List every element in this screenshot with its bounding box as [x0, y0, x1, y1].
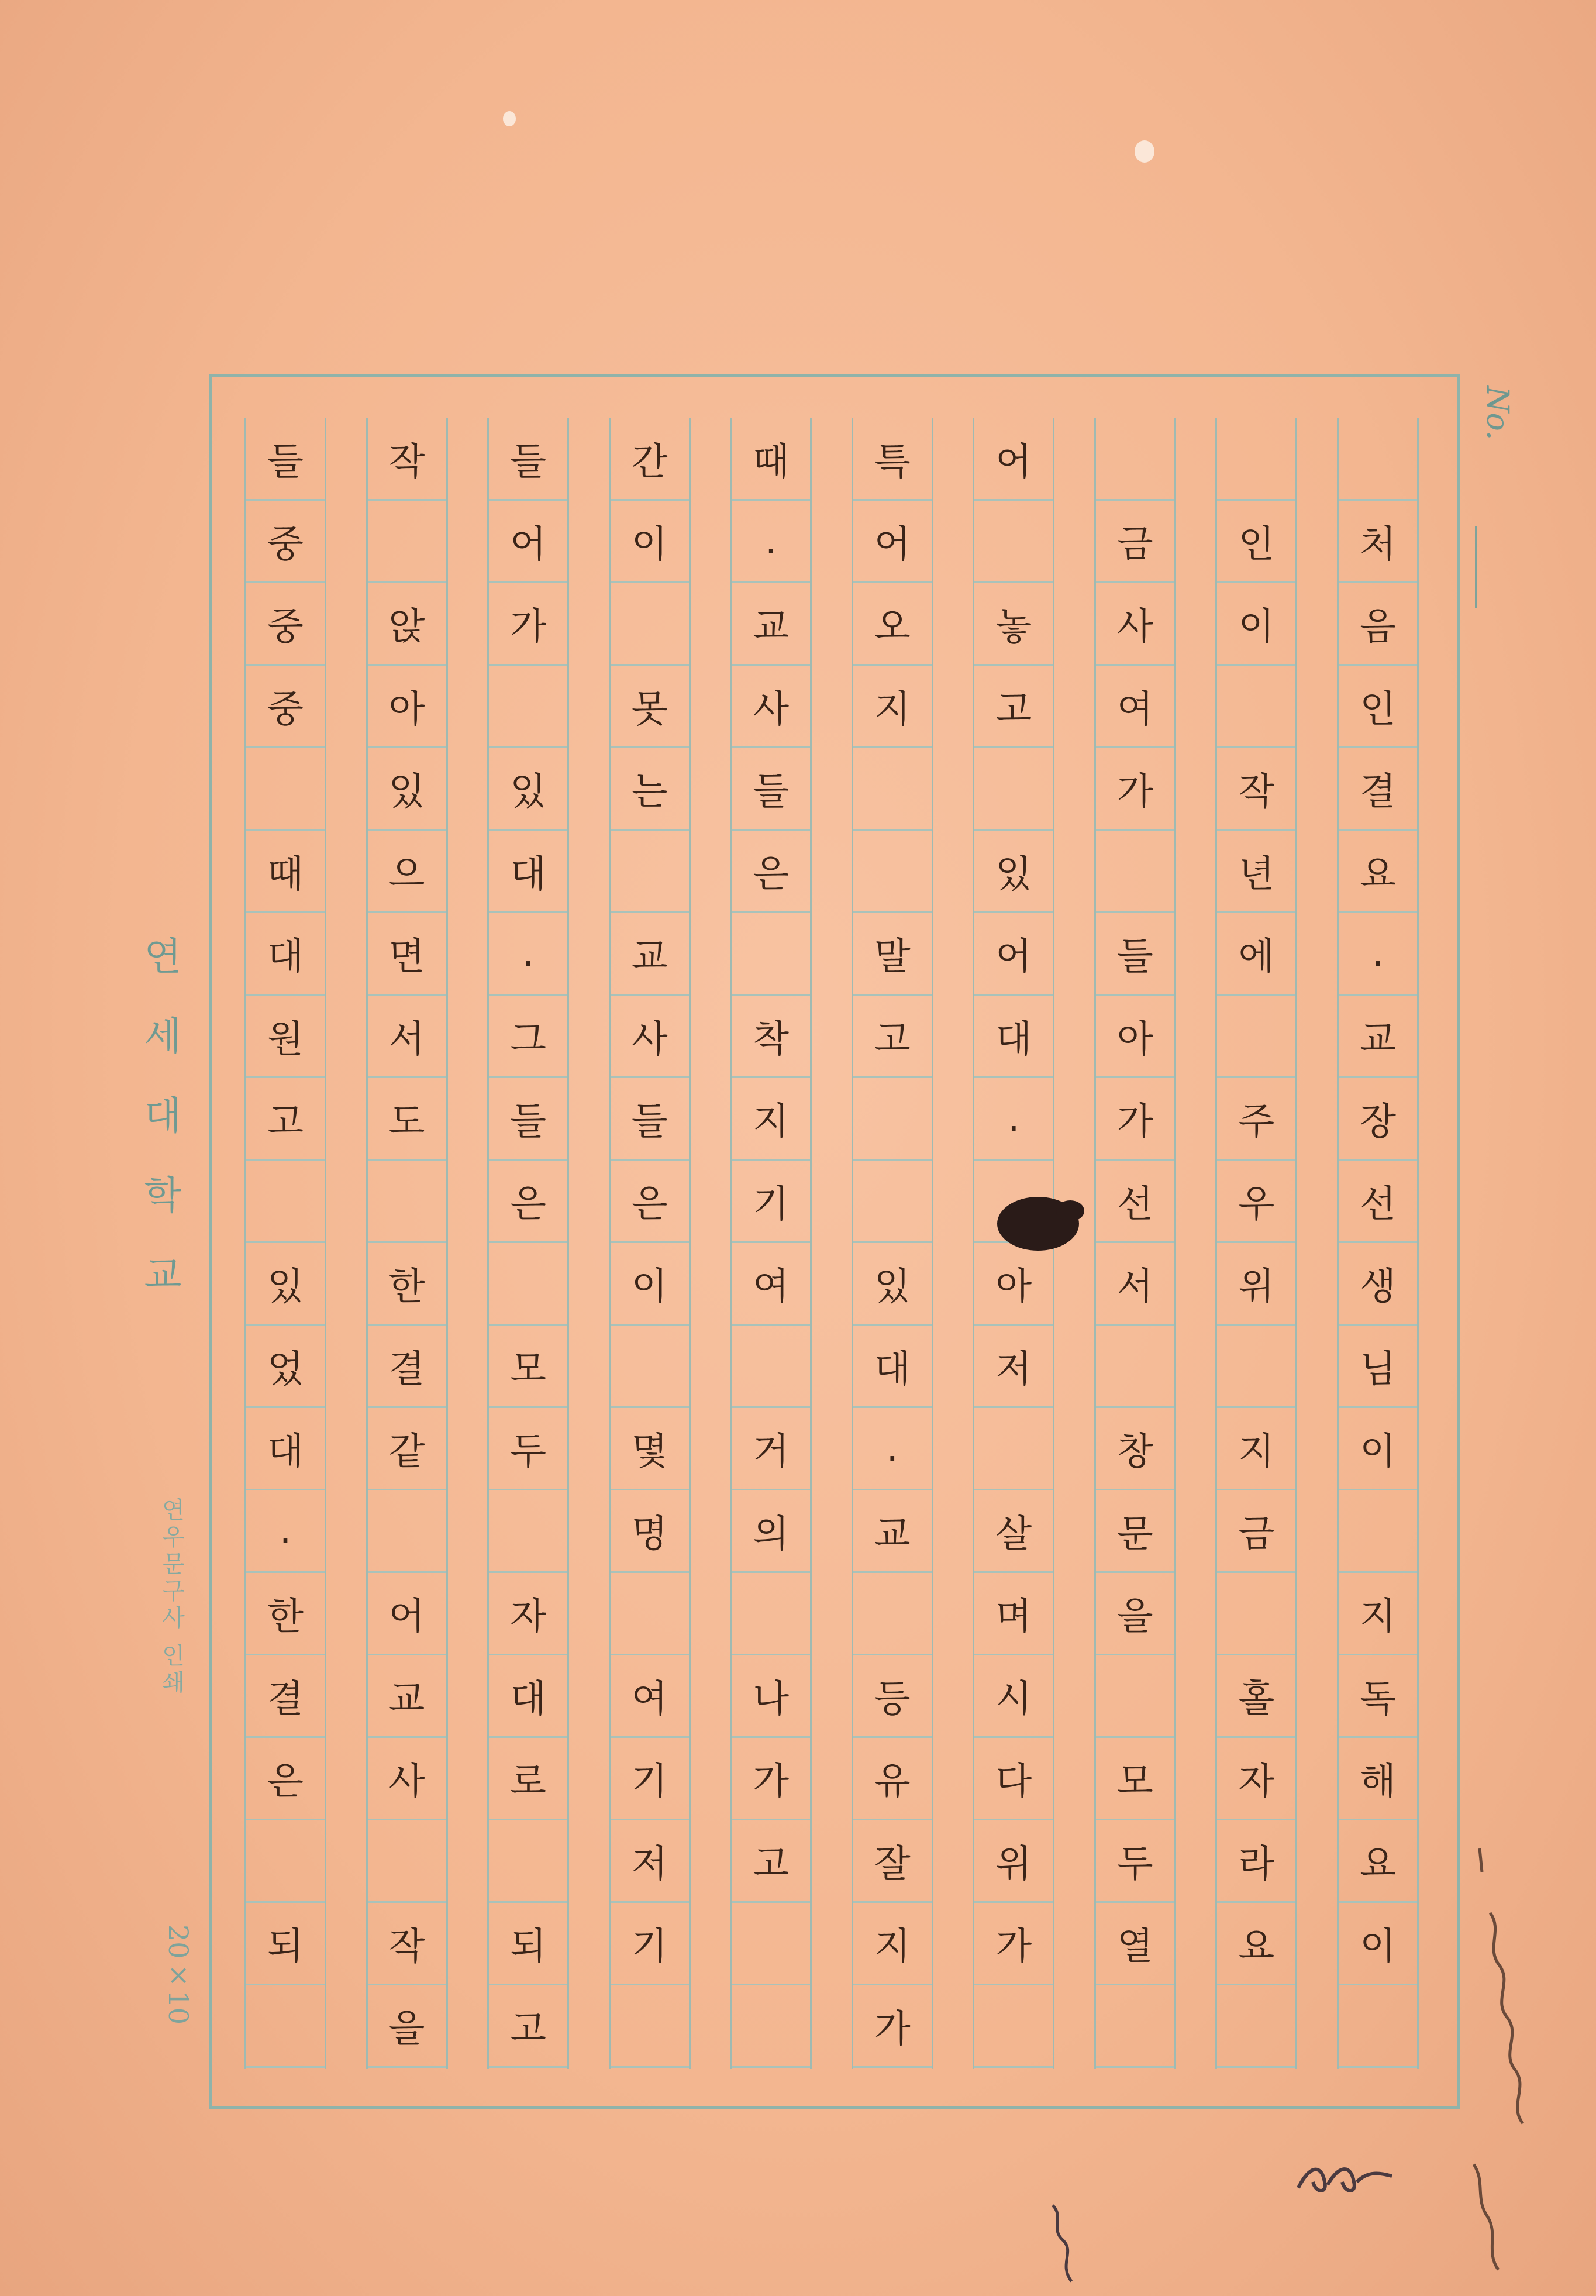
manuscript-cell: 자 [489, 1573, 567, 1655]
manuscript-cell: 사 [611, 996, 689, 1078]
manuscript-cell: 때 [246, 831, 325, 913]
manuscript-cell: 창 [1096, 1408, 1174, 1490]
manuscript-cell: . [732, 501, 810, 583]
manuscript-cell: 이 [611, 1243, 689, 1326]
manuscript-cell: 들 [246, 418, 325, 501]
manuscript-cell: 는 [611, 748, 689, 831]
manuscript-cell: 되 [246, 1903, 325, 1985]
manuscript-cell: 기 [611, 1738, 689, 1820]
manuscript-cell: 위 [1217, 1243, 1295, 1326]
manuscript-cell: 홀 [1217, 1655, 1295, 1738]
manuscript-cell: 지 [1339, 1573, 1417, 1655]
manuscript-cell: 이 [1339, 1408, 1417, 1490]
manuscript-cell: 요 [1339, 1820, 1417, 1903]
manuscript-cell: 유 [853, 1738, 932, 1820]
manuscript-cell [853, 831, 932, 913]
manuscript-cell: 다 [974, 1738, 1053, 1820]
manuscript-cell: 그 [489, 996, 567, 1078]
manuscript-cell: 두 [489, 1408, 567, 1490]
manuscript-cell: 대 [246, 913, 325, 996]
manuscript-cell: 어 [974, 913, 1053, 996]
manuscript-cell: 어 [853, 501, 932, 583]
manuscript-cell: 면 [368, 913, 446, 996]
manuscript-cell [368, 501, 446, 583]
manuscript-cell: 요 [1339, 831, 1417, 913]
manuscript-column [852, 418, 933, 2069]
manuscript-cell: 의 [732, 1490, 810, 1573]
manuscript-cell: 교 [1339, 996, 1417, 1078]
manuscript-cell: 있 [974, 831, 1053, 913]
printer-name: 연우문구사 인쇄 [158, 1498, 185, 1697]
manuscript-cell [1339, 1490, 1417, 1573]
manuscript-cell: 같 [368, 1408, 446, 1490]
manuscript-cell: 해 [1339, 1738, 1417, 1820]
manuscript-cell: 간 [611, 418, 689, 501]
manuscript-cell [246, 1161, 325, 1243]
grid-size-label: 20×10 [163, 1925, 194, 2025]
manuscript-cell: 앉 [368, 583, 446, 666]
manuscript-cell: 중 [246, 583, 325, 666]
manuscript-cell: 대 [974, 996, 1053, 1078]
manuscript-cell: 며 [974, 1573, 1053, 1655]
manuscript-cell: 이 [1217, 583, 1295, 666]
manuscript-cell: 기 [732, 1161, 810, 1243]
manuscript-cell: 선 [1096, 1161, 1174, 1243]
manuscript-cell [732, 1903, 810, 1985]
number-line [1475, 526, 1477, 608]
manuscript-cell: 금 [1217, 1490, 1295, 1573]
manuscript-cell [489, 1490, 567, 1573]
manuscript-cell: 있 [853, 1243, 932, 1326]
manuscript-cell: 아 [368, 666, 446, 748]
manuscript-column [244, 418, 326, 2069]
manuscript-cell: 저 [611, 1820, 689, 1903]
manuscript-cell: 있 [489, 748, 567, 831]
manuscript-cell: 두 [1096, 1820, 1174, 1903]
manuscript-column [366, 418, 448, 2069]
publisher-name: 연세대학교 [137, 936, 182, 1334]
manuscript-cell: 었 [246, 1326, 325, 1408]
manuscript-cell: 가 [974, 1903, 1053, 1985]
manuscript-cell [853, 748, 932, 831]
manuscript-cell: 나 [732, 1655, 810, 1738]
manuscript-cell: 은 [489, 1161, 567, 1243]
manuscript-cell: 시 [974, 1655, 1053, 1738]
manuscript-cell: 가 [853, 1985, 932, 2068]
manuscript-cell: 교 [611, 913, 689, 996]
punch-hole-left [503, 111, 516, 126]
manuscript-cell: 도 [368, 1078, 446, 1161]
manuscript-cell [853, 1161, 932, 1243]
manuscript-cell: 있 [246, 1243, 325, 1326]
manuscript-grid [244, 418, 1419, 2069]
manuscript-cell: 요 [1217, 1903, 1295, 1985]
number-label: No. [1480, 386, 1515, 440]
manuscript-cell: 금 [1096, 501, 1174, 583]
manuscript-cell: . [974, 1078, 1053, 1161]
manuscript-cell: 작 [368, 418, 446, 501]
manuscript-cell: 있 [368, 748, 446, 831]
manuscript-cell: 고 [732, 1820, 810, 1903]
manuscript-column [730, 418, 812, 2069]
manuscript-cell: 말 [853, 913, 932, 996]
manuscript-cell: 결 [1339, 748, 1417, 831]
manuscript-cell: 여 [732, 1243, 810, 1326]
manuscript-cell [1217, 996, 1295, 1078]
manuscript-cell [974, 748, 1053, 831]
manuscript-cell: 교 [853, 1490, 932, 1573]
manuscript-cell: . [489, 913, 567, 996]
manuscript-cell: 놓 [974, 583, 1053, 666]
manuscript-cell: 우 [1217, 1161, 1295, 1243]
pencil-scribble [1462, 1837, 1556, 2281]
manuscript-cell: 로 [489, 1738, 567, 1820]
manuscript-cell: 주 [1217, 1078, 1295, 1161]
manuscript-cell [1339, 1985, 1417, 2068]
manuscript-cell: 어 [368, 1573, 446, 1655]
manuscript-cell [1096, 1326, 1174, 1408]
manuscript-cell: 작 [1217, 748, 1295, 831]
manuscript-cell: 아 [974, 1243, 1053, 1326]
manuscript-cell [1217, 1573, 1295, 1655]
manuscript-cell: 들 [489, 418, 567, 501]
manuscript-cell: 은 [246, 1738, 325, 1820]
manuscript-cell: 특 [853, 418, 932, 501]
manuscript-cell: 사 [368, 1738, 446, 1820]
manuscript-cell [1217, 666, 1295, 748]
manuscript-cell [611, 1985, 689, 2068]
manuscript-cell: 에 [1217, 913, 1295, 996]
manuscript-cell: 지 [853, 666, 932, 748]
manuscript-cell [853, 1573, 932, 1655]
manuscript-cell: 가 [732, 1738, 810, 1820]
manuscript-cell: 거 [732, 1408, 810, 1490]
manuscript-cell: 대 [489, 831, 567, 913]
punch-hole-right [1135, 140, 1154, 163]
manuscript-cell: 위 [974, 1820, 1053, 1903]
manuscript-cell: 어 [489, 501, 567, 583]
manuscript-cell: 들 [489, 1078, 567, 1161]
manuscript-cell [368, 1161, 446, 1243]
manuscript-cell: 님 [1339, 1326, 1417, 1408]
manuscript-cell: 인 [1339, 666, 1417, 748]
initials-signature [1292, 2153, 1404, 2199]
manuscript-cell [611, 583, 689, 666]
manuscript-cell: 이 [611, 501, 689, 583]
manuscript-cell [1217, 1326, 1295, 1408]
manuscript-cell: 결 [368, 1326, 446, 1408]
manuscript-cell: 들 [611, 1078, 689, 1161]
manuscript-cell: 저 [974, 1326, 1053, 1408]
manuscript-cell [974, 501, 1053, 583]
ink-stain [988, 1187, 1088, 1258]
manuscript-cell: 기 [611, 1903, 689, 1985]
manuscript-cell: 못 [611, 666, 689, 748]
manuscript-cell: 인 [1217, 501, 1295, 583]
manuscript-cell [732, 1985, 810, 2068]
manuscript-cell: 열 [1096, 1903, 1174, 1985]
manuscript-cell: 문 [1096, 1490, 1174, 1573]
manuscript-cell: 사 [732, 666, 810, 748]
manuscript-cell: 대 [246, 1408, 325, 1490]
manuscript-cell: 명 [611, 1490, 689, 1573]
manuscript-cell: 작 [368, 1903, 446, 1985]
manuscript-cell: 장 [1339, 1078, 1417, 1161]
manuscript-cell: 결 [246, 1655, 325, 1738]
manuscript-cell: 지 [732, 1078, 810, 1161]
manuscript-cell [974, 1408, 1053, 1490]
manuscript-cell: 고 [489, 1985, 567, 2068]
manuscript-cell: 처 [1339, 501, 1417, 583]
manuscript-cell: 교 [732, 583, 810, 666]
manuscript-cell: 라 [1217, 1820, 1295, 1903]
manuscript-cell: 어 [974, 418, 1053, 501]
manuscript-cell [974, 1985, 1053, 2068]
manuscript-cell: 년 [1217, 831, 1295, 913]
manuscript-column [1337, 418, 1419, 2069]
manuscript-cell [1217, 418, 1295, 501]
manuscript-cell [732, 1573, 810, 1655]
manuscript-cell: 대 [853, 1326, 932, 1408]
manuscript-cell: 때 [732, 418, 810, 501]
manuscript-cell: 은 [732, 831, 810, 913]
manuscript-cell: 고 [974, 666, 1053, 748]
manuscript-cell: 은 [611, 1161, 689, 1243]
manuscript-cell [368, 1820, 446, 1903]
manuscript-cell: 가 [489, 583, 567, 666]
manuscript-cell: 으 [368, 831, 446, 913]
manuscript-column [1094, 418, 1176, 2069]
manuscript-column [487, 418, 569, 2069]
manuscript-column [1215, 418, 1297, 2069]
manuscript-cell [1096, 831, 1174, 913]
manuscript-cell: 자 [1217, 1738, 1295, 1820]
manuscript-cell [611, 831, 689, 913]
manuscript-cell: 독 [1339, 1655, 1417, 1738]
manuscript-cell: 모 [489, 1326, 567, 1408]
manuscript-cell [489, 666, 567, 748]
manuscript-cell: 여 [1096, 666, 1174, 748]
manuscript-cell [853, 1078, 932, 1161]
manuscript-cell [732, 1326, 810, 1408]
manuscript-cell [246, 748, 325, 831]
manuscript-cell: 오 [853, 583, 932, 666]
manuscript-cell: 중 [246, 501, 325, 583]
manuscript-cell [368, 1490, 446, 1573]
manuscript-cell [489, 1243, 567, 1326]
manuscript-cell: 가 [1096, 748, 1174, 831]
manuscript-cell: 아 [1096, 996, 1174, 1078]
manuscript-cell: 중 [246, 666, 325, 748]
manuscript-cell: 을 [1096, 1573, 1174, 1655]
manuscript-cell: 되 [489, 1903, 567, 1985]
manuscript-cell: 이 [1339, 1903, 1417, 1985]
manuscript-cell [732, 913, 810, 996]
manuscript-cell: 지 [853, 1903, 932, 1985]
manuscript-cell [489, 1820, 567, 1903]
manuscript-column [609, 418, 691, 2069]
manuscript-cell [1096, 1985, 1174, 2068]
manuscript-cell [1217, 1985, 1295, 2068]
manuscript-cell: 등 [853, 1655, 932, 1738]
manuscript-cell: 대 [489, 1655, 567, 1738]
manuscript-cell: . [1339, 913, 1417, 996]
manuscript-cell: 고 [246, 1078, 325, 1161]
manuscript-cell: 사 [1096, 583, 1174, 666]
manuscript-cell [1096, 418, 1174, 501]
manuscript-cell: 한 [246, 1573, 325, 1655]
manuscript-cell: 서 [1096, 1243, 1174, 1326]
manuscript-cell: 음 [1339, 583, 1417, 666]
manuscript-cell: 생 [1339, 1243, 1417, 1326]
manuscript-cell: 살 [974, 1490, 1053, 1573]
manuscript-cell: 한 [368, 1243, 446, 1326]
manuscript-cell: 교 [368, 1655, 446, 1738]
manuscript-cell: 여 [611, 1655, 689, 1738]
manuscript-cell: 고 [853, 996, 932, 1078]
manuscript-cell: 착 [732, 996, 810, 1078]
manuscript-cell: . [246, 1490, 325, 1573]
manuscript-cell: 서 [368, 996, 446, 1078]
manuscript-cell: 모 [1096, 1738, 1174, 1820]
manuscript-cell: 들 [1096, 913, 1174, 996]
manuscript-cell: 가 [1096, 1078, 1174, 1161]
manuscript-cell: . [853, 1408, 932, 1490]
manuscript-cell: 몇 [611, 1408, 689, 1490]
manuscript-cell [246, 1820, 325, 1903]
manuscript-cell: 지 [1217, 1408, 1295, 1490]
manuscript-cell [1339, 418, 1417, 501]
manuscript-cell: 원 [246, 996, 325, 1078]
manuscript-cell [1096, 1655, 1174, 1738]
manuscript-cell [611, 1573, 689, 1655]
manuscript-cell: 선 [1339, 1161, 1417, 1243]
manuscript-cell: 을 [368, 1985, 446, 2068]
manuscript-cell: 잘 [853, 1820, 932, 1903]
manuscript-cell: 들 [732, 748, 810, 831]
manuscript-cell [246, 1985, 325, 2068]
manuscript-cell [611, 1326, 689, 1408]
bottom-scribble [1041, 2199, 1088, 2287]
